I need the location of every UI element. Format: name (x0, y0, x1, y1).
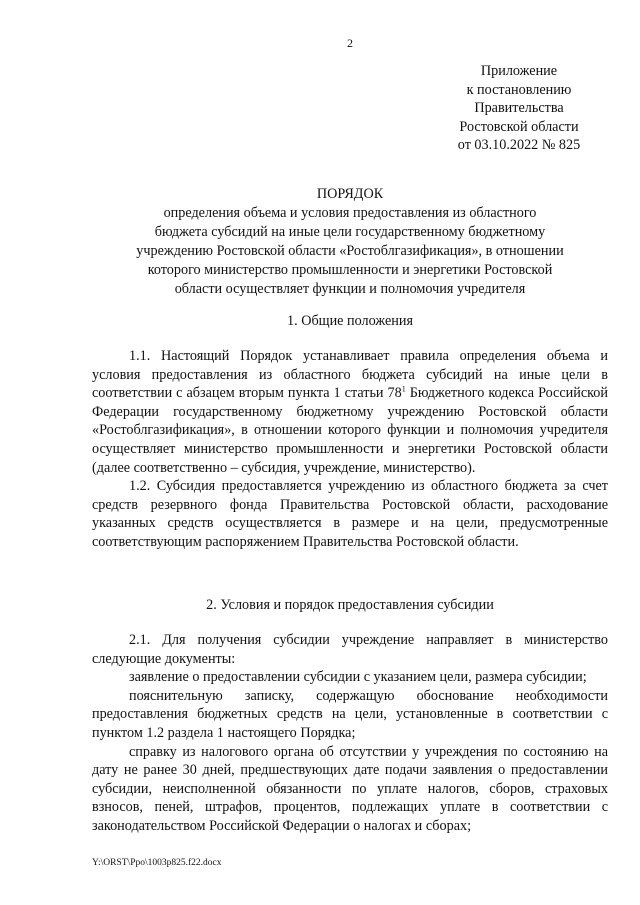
paragraph-1-1-text: 1.1. Настоящий Порядок устанавливает правила определения объема и условия предоставления из областного бюджета субсидий на иные цели в соответствии с абзацем вторым пункта 1 статьи 78 (92, 348, 608, 402)
title-line: области осуществляет функции и полномочия учредителя (174, 281, 526, 298)
section-2-heading: 2. Условия и порядок предоставления субсидии (206, 597, 494, 613)
section-1-body (92, 347, 608, 552)
title-heading: ПОРЯДОК (316, 186, 384, 202)
list-item-explanatory-note: пояснительную записку, содержащую обоснование необходимости предоставления бюджетных средств на цели, установленные в соответствии с пунктом 1.2 раздела 1 настоящего Порядка; (92, 687, 608, 741)
appendix-line: Приложение (480, 63, 558, 79)
paragraph-2-1: 2.1. Для получения субсидии учреждение направляет в министерство следующие документы: (92, 632, 608, 667)
appendix-block (430, 62, 608, 155)
paragraph-1-1-text-cont: Бюджетного кодекса Российской Федерации государственному бюджетному учреждению Ростовской области «Ростоблгазификация», в отношении которого функции и полномочия учредителя осуществляет министерство промышленности и энергетики Ростовской области (далее соответственно – субсидия, учреждение, министерство). (92, 385, 608, 476)
list-item-application: заявление о предоставлении субсидии с указанием цели, размера субсидии; (129, 669, 587, 686)
paragraph-1-2: 1.2. Субсидия предоставляется учреждению из областного бюджета за счет средств резервного фонда Правительства Ростовской области, расходование указанных средств осуществляется в размере и на цели, предусмотренные соответствующим распоряжением Правительства Ростовской области. (92, 478, 608, 550)
appendix-line: Правительства (474, 100, 564, 117)
title-line: которого министерство промышленности и энергетики Ростовской (147, 262, 553, 279)
document-title (92, 185, 608, 300)
footer-file-path: Y:\ORST\Ppo\1003p825.f22.docx (92, 858, 222, 868)
title-line: определения объема и условия предоставления из областного (163, 205, 537, 222)
paragraph-1-1 (92, 347, 608, 477)
title-line: учреждению Ростовской области «Ростоблгазификация», в отношении (136, 243, 564, 260)
list-item-tax-certificate: справку из налогового органа об отсутствии у учреждения по состоянию на дату не ранее 30 дней, предшествующих дате подачи заявления о предоставлении субсидии, неисполненной обязанности по уплате налогов, сборов, страховых взносов, пеней, штрафов, процентов, подлежащих уплате в соответствии с законодательством Российской Федерации о налогах и сборах; (92, 743, 608, 834)
section-2-body (92, 631, 608, 836)
appendix-line: к постановлению (466, 81, 572, 98)
superscript-1: 1 (401, 384, 406, 394)
appendix-line: Ростовской области (459, 118, 579, 135)
page-number: 2 (347, 36, 353, 50)
appendix-line: от 03.10.2022 № 825 (457, 137, 581, 154)
title-line: бюджета субсидий на иные цели государственному бюджетному (154, 224, 546, 241)
section-1-heading: 1. Общие положения (287, 313, 413, 329)
